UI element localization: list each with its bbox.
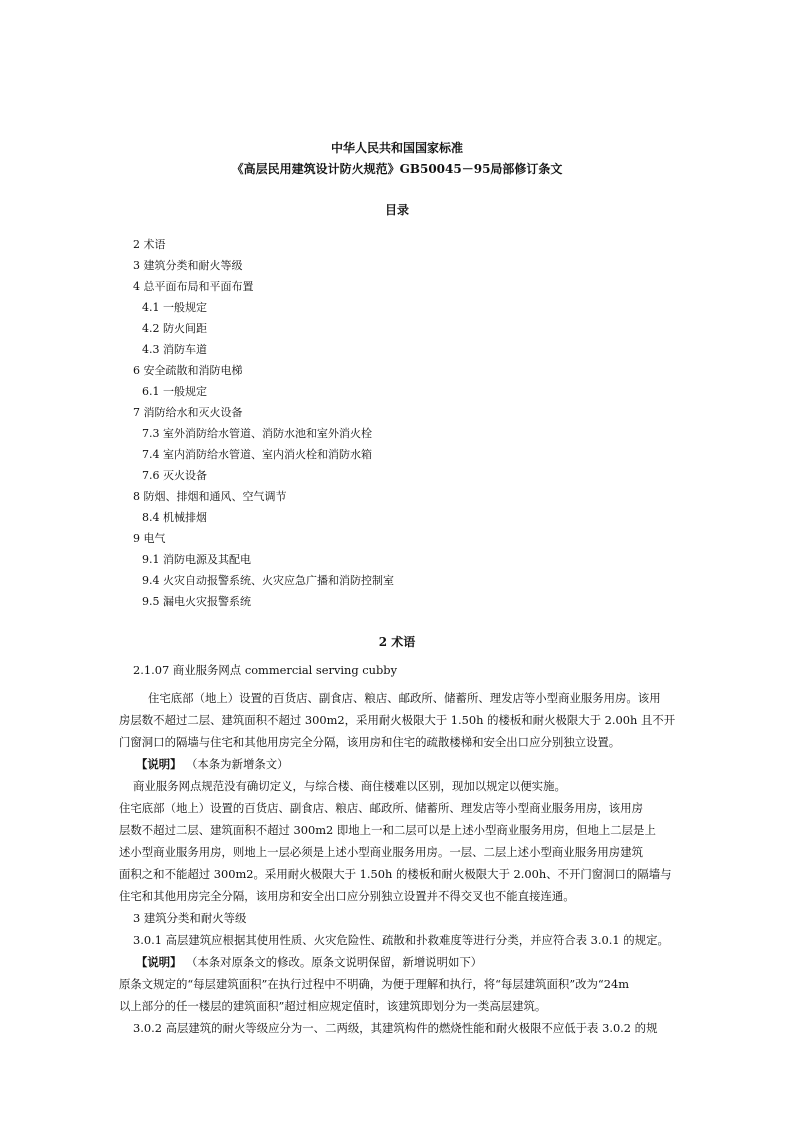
toc-entry[interactable] bbox=[133, 238, 602, 252]
toc-entry-label: 8.4 机械排烟 bbox=[142, 511, 207, 524]
toc-leader-dots bbox=[133, 542, 614, 543]
toc-leader-dots bbox=[142, 311, 596, 312]
paragraph-line: 层数不超过二层、建筑面积不超过 300m2 即地上一和二层可以是上述小型商业服务用房，但地上二层是上 bbox=[119, 823, 656, 837]
toc-entry[interactable] bbox=[142, 553, 607, 567]
toc-title: 目录 bbox=[384, 203, 409, 217]
toc-entry-label: 7 消防给水和灭火设备 bbox=[133, 406, 243, 419]
toc-entry-label: 2 术语 bbox=[133, 238, 166, 251]
toc-leader-dots bbox=[133, 248, 602, 249]
toc-entry-label: 3 建筑分类和耐火等级 bbox=[133, 259, 243, 272]
toc-entry[interactable] bbox=[133, 259, 602, 273]
toc-entry-label: 6.1 一般规定 bbox=[142, 385, 207, 398]
paragraph-line: 面积之和不能超过 300m2。采用耐火极限大于 1.50h 的楼板和耐火极限大于 2.00h、不开门窗洞口的隔墙与 bbox=[119, 867, 672, 881]
paragraph-line: 门窗洞口的隔墙与住宅和其他用房完全分隔，该用房和住宅的疏散楼梯和安全出口应分别独立设置。 bbox=[119, 735, 621, 749]
toc-entry-label: 4 总平面布局和平面布置 bbox=[133, 280, 254, 293]
toc-leader-dots bbox=[142, 395, 596, 396]
toc-entry[interactable] bbox=[142, 385, 596, 399]
clause-3-0-2: 3.0.2 高层建筑的耐火等级应分为一、二两级，其建筑构件的燃烧性能和耐火极限不应低于表 3.0.2 的规 bbox=[133, 1021, 658, 1035]
toc-entry-label: 4.1 一般规定 bbox=[142, 301, 207, 314]
toc-entry-label: 6 安全疏散和消防电梯 bbox=[133, 364, 243, 377]
toc-leader-dots bbox=[142, 332, 596, 333]
toc-entry[interactable] bbox=[142, 427, 607, 441]
toc-leader-dots bbox=[142, 521, 607, 522]
toc-entry[interactable] bbox=[133, 406, 614, 420]
clause-3-0-1: 3.0.1 高层建筑应根据其使用性质、火灾危险性、疏散和扑救难度等进行分类，并应符合表 3.0.1 的规定。 bbox=[133, 933, 669, 947]
toc-leader-dots bbox=[142, 353, 596, 354]
toc-entry[interactable] bbox=[142, 343, 596, 357]
toc-entry-label: 4.3 消防车道 bbox=[142, 343, 207, 356]
section-3-heading: 3 建筑分类和耐火等级 bbox=[133, 911, 247, 925]
toc-entry-label: 9 电气 bbox=[133, 532, 166, 545]
toc-entry[interactable] bbox=[142, 448, 607, 462]
paragraph-line: 商业服务网点规范没有确切定义，与综合楼、商住楼难以区别，现加以规定以便实施。 bbox=[133, 779, 566, 793]
explanation-note: （本条为新增条文） bbox=[186, 757, 289, 771]
toc-entry[interactable] bbox=[142, 595, 607, 609]
explanation-label: 【说明】 bbox=[136, 757, 182, 771]
paragraph-line: 住宅底部（地上）设置的百货店、副食店、粮店、邮政所、储蓄所、理发店等小型商业服务用房。该用 bbox=[148, 691, 661, 705]
paragraph-line: 住宅底部（地上）设置的百货店、副食店、粮店、邮政所、储蓄所、理发店等小型商业服务用房，该用房 bbox=[119, 801, 643, 815]
paragraph-line: 以上部分的任一楼层的建筑面积”超过相应规定值时，该建筑即划分为一类高层建筑。 bbox=[119, 999, 547, 1013]
explanation-note: （本条对原条文的修改。原条文说明保留，新增说明如下） bbox=[186, 955, 483, 969]
toc-entry-label: 7.6 灭火设备 bbox=[142, 469, 207, 482]
toc-entry[interactable] bbox=[142, 469, 607, 483]
toc-entry-label: 9.1 消防电源及其配电 bbox=[142, 553, 251, 566]
paragraph-line: 原条文规定的“每层建筑面积”在执行过程中不明确，为便于理解和执行，将“每层建筑面积”改为“24m bbox=[119, 977, 630, 991]
toc-entry-label: 7.4 室内消防给水管道、室内消火栓和消防水箱 bbox=[142, 448, 372, 461]
toc-entry[interactable] bbox=[142, 301, 596, 315]
clause-2-1-07-title: 2.1.07 商业服务网点 commercial serving cubby bbox=[133, 663, 398, 677]
document-title: 中华人民共和国国家标准 bbox=[330, 141, 463, 155]
toc-leader-dots bbox=[142, 479, 607, 480]
toc-entry[interactable] bbox=[133, 490, 607, 504]
explanation-label: 【说明】 bbox=[136, 955, 182, 969]
toc-entry[interactable] bbox=[133, 532, 614, 546]
toc-entry-label: 7.3 室外消防给水管道、消防水池和室外消火栓 bbox=[142, 427, 372, 440]
toc-entry[interactable] bbox=[133, 280, 602, 294]
toc-entry-label: 9.5 漏电火灾报警系统 bbox=[142, 595, 251, 608]
paragraph-line: 述小型商业服务用房，则地上一层必须是上述小型商业服务用房。一层、二层上述小型商业服务用房建筑 bbox=[119, 845, 643, 859]
document-subtitle: 《高层民用建筑设计防火规范》GB50045－95局部修订条文 bbox=[231, 162, 563, 176]
toc-entry-label: 9.4 火灾自动报警系统、火灾应急广播和消防控制室 bbox=[142, 574, 394, 587]
toc-entry[interactable] bbox=[133, 364, 614, 378]
toc-entry[interactable] bbox=[142, 322, 596, 336]
toc-entry-label: 4.2 防火间距 bbox=[142, 322, 207, 335]
paragraph-line: 住宅和其他用房完全分隔，该用房和安全出口应分别独立设置并不得交叉也不能直接连通。 bbox=[119, 889, 575, 903]
section-2-heading: 2 术语 bbox=[378, 635, 416, 649]
toc-entry[interactable] bbox=[142, 511, 607, 525]
toc-entry-label: 8 防烟、排烟和通风、空气调节 bbox=[133, 490, 287, 503]
paragraph-line: 房层数不超过二层、建筑面积不超过 300m2，采用耐火极限大于 1.50h 的楼板和耐火极限大于 2.00h 且不开 bbox=[119, 713, 676, 727]
toc-entry[interactable] bbox=[142, 574, 607, 588]
